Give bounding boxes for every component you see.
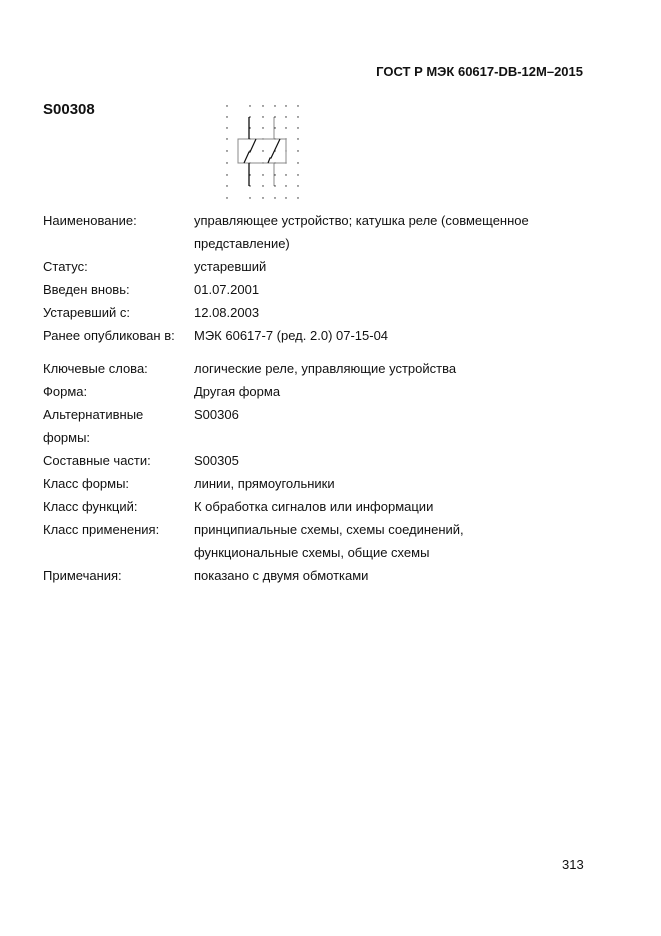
- field-value: 12.08.2003: [194, 305, 260, 320]
- grid-dot: [262, 150, 263, 151]
- grid-dot: [262, 185, 263, 186]
- grid-dot: [262, 197, 263, 198]
- field-value: Другая форма: [194, 384, 281, 399]
- field-row: [43, 472, 564, 495]
- grid-dot: [285, 127, 286, 128]
- grid-dot: [262, 105, 263, 106]
- grid-dot: [297, 105, 298, 106]
- field-value: МЭК 60617-7 (ред. 2.0) 07-15-04: [194, 328, 389, 343]
- grid-dot: [274, 174, 275, 175]
- field-value: показано с двумя обмотками: [194, 568, 369, 583]
- field-value: 01.07.2001: [194, 282, 260, 297]
- field-row: [43, 380, 564, 403]
- field-label: Класс формы:: [43, 476, 130, 491]
- field-value: К обработка сигналов или информации: [194, 499, 434, 514]
- grid-dot: [297, 127, 298, 128]
- grid-dot: [285, 105, 286, 106]
- field-label: Альтернативные формы:: [43, 407, 144, 445]
- grid-dot: [226, 197, 227, 198]
- field-label: Форма:: [43, 384, 88, 399]
- field-label: Ключевые слова:: [43, 361, 148, 376]
- field-label: Ранее опубликован в:: [43, 328, 175, 343]
- grid-dot: [226, 174, 227, 175]
- field-value: устаревший: [194, 259, 267, 274]
- grid-dot: [226, 150, 227, 151]
- field-row: [43, 278, 564, 301]
- symbol-code: S00308: [43, 101, 95, 118]
- grid-dot: [285, 174, 286, 175]
- field-value: линии, прямоугольники: [194, 476, 335, 491]
- field-row: [43, 403, 564, 449]
- field-value: S00305: [194, 453, 239, 468]
- field-value: логические реле, управляющие устройства: [194, 361, 457, 376]
- field-value: управляющее устройство; катушка реле (совмещенное представление): [194, 213, 529, 251]
- grid-dot: [226, 185, 227, 186]
- field-row: [43, 301, 564, 324]
- grid-dot: [226, 138, 227, 139]
- grid-dot: [249, 105, 250, 106]
- field-row: [43, 449, 564, 472]
- field-label: Введен вновь:: [43, 282, 130, 297]
- document-header: ГОСТ Р МЭК 60617-DB-12M–2015: [376, 64, 583, 79]
- grid-dot: [297, 185, 298, 186]
- field-value: принципиальные схемы, схемы соединений, функциональные схемы, общие схемы: [194, 522, 464, 560]
- field-label: Примечания:: [43, 568, 122, 583]
- grid-dot: [249, 197, 250, 198]
- field-row: [43, 564, 564, 587]
- field-row: [43, 255, 564, 278]
- grid-dot: [297, 116, 298, 117]
- field-row: [43, 495, 564, 518]
- grid-dot: [226, 127, 227, 128]
- grid-dot: [274, 105, 275, 106]
- grid-dot: [297, 138, 298, 139]
- grid-dot: [285, 116, 286, 117]
- grid-dot: [226, 105, 227, 106]
- grid-dot: [262, 116, 263, 117]
- field-row: [43, 209, 564, 255]
- grid-dot: [285, 185, 286, 186]
- grid-dot: [262, 174, 263, 175]
- field-label: Устаревший с:: [43, 305, 130, 320]
- field-label: Класс функций:: [43, 499, 138, 514]
- field-label: Статус:: [43, 259, 88, 274]
- grid-dot: [274, 127, 275, 128]
- field-row: [43, 518, 564, 564]
- grid-dot: [285, 197, 286, 198]
- grid-dot: [274, 116, 275, 117]
- field-row: [43, 357, 564, 380]
- grid-dot: [297, 150, 298, 151]
- grid-dot: [226, 162, 227, 163]
- field-label: Составные части:: [43, 453, 151, 468]
- field-row: [43, 324, 564, 347]
- page-number: 313: [562, 857, 584, 872]
- field-label: Наименование:: [43, 213, 137, 228]
- relay-coil-symbol: [215, 95, 310, 205]
- grid-dot: [297, 174, 298, 175]
- grid-dot: [262, 127, 263, 128]
- grid-dot: [297, 162, 298, 163]
- field-value: S00306: [194, 407, 239, 422]
- grid-dot: [226, 116, 227, 117]
- field-label: Класс применения:: [43, 522, 160, 537]
- grid-dot: [274, 185, 275, 186]
- grid-dot: [297, 197, 298, 198]
- grid-dot: [274, 197, 275, 198]
